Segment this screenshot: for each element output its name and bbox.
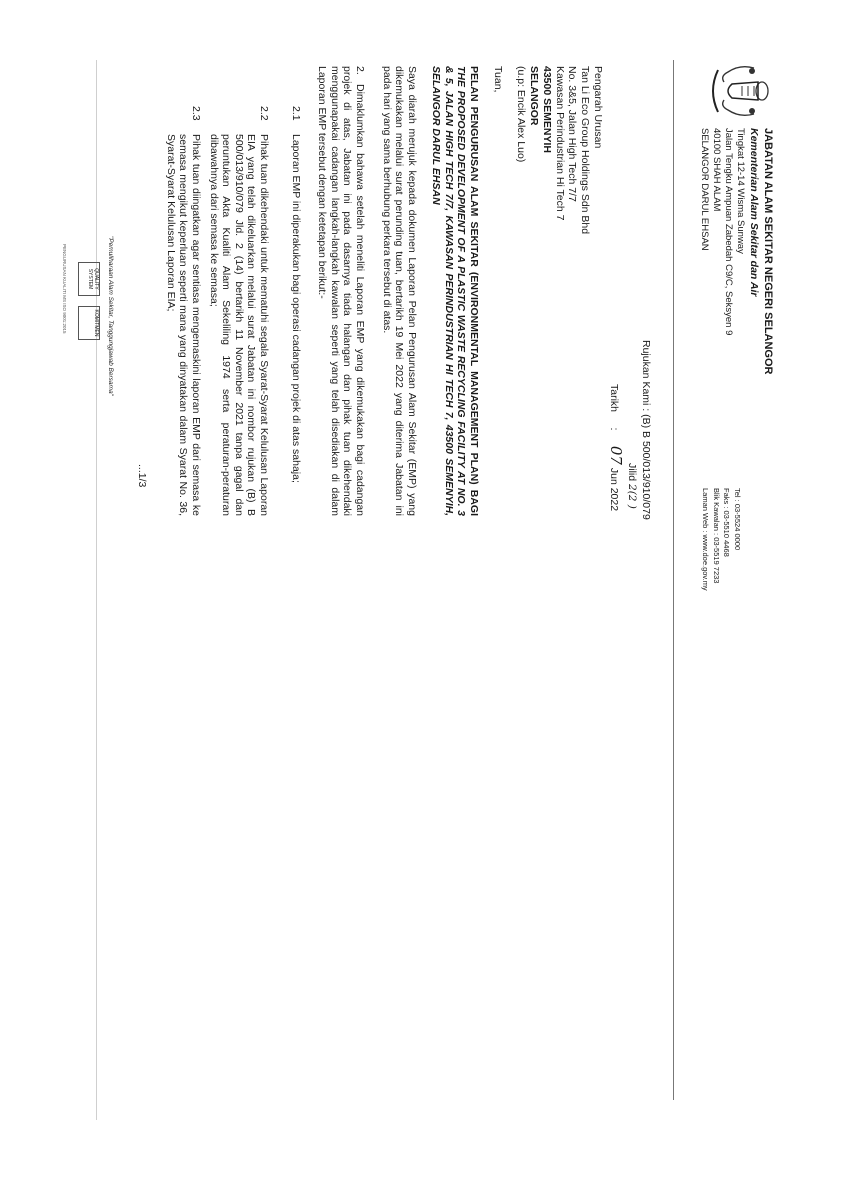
agency-address bbox=[698, 128, 746, 335]
reference-line bbox=[640, 340, 653, 520]
address-line: SELANGOR DARUL EHSAN bbox=[699, 128, 710, 251]
paragraph-2: Dimaklumkan bahawa setelah meneliti Laporan EMP yang dikemukakan bagi cadangan projek di atas, Jabatan ini pada dasarnya tiada halangan dan pihak tuan dikehendaki menggunapakai cadangan langkah-langkah kawalan seperti yang telah disediakan di dalam Laporan EMP tersebut dengan ketetapan berikut:- bbox=[316, 66, 366, 516]
contact-line: Laman Web : www.doe.gov.my bbox=[701, 488, 711, 591]
item-2-3-number: 2.3 bbox=[190, 106, 202, 121]
certification-badges bbox=[74, 262, 100, 360]
recipient-postcode: 43500 SEMENYIH bbox=[540, 66, 553, 153]
contact-line: Faks : 03-5510 4468 bbox=[722, 488, 732, 557]
item-2-2-number: 2.2 bbox=[258, 106, 270, 121]
recipient-state: SELANGOR bbox=[528, 66, 541, 126]
date-line bbox=[608, 384, 623, 511]
agency-name: JABATAN ALAM SEKITAR NEGERI SELANGOR bbox=[762, 128, 774, 375]
address-line: Tingkat 12-14 Wisma Sunway bbox=[735, 128, 746, 254]
address-line: 40100 SHAH ALAM bbox=[711, 128, 722, 212]
reference-value: (B) B 500/013/910/079 bbox=[640, 414, 652, 520]
address-line: Jalan Tengku Ampuan Zabedah C9/C, Seksyen 9 bbox=[723, 128, 734, 336]
recipient-line: No. 3&5, Jalan High Tech 7/7 bbox=[566, 66, 579, 202]
salutation: Tuan, bbox=[492, 66, 504, 93]
certification-text: PENGURUSAN KUALITI MS ISO 9001:2015 bbox=[62, 244, 67, 334]
recipient-address bbox=[514, 66, 604, 234]
item-2-3: Pihak tuan diingatkan agar sentiasa mengemaskini laporan EMP dari semasa ke semasa mengikut keperluan seperti mana yang dinyatakan dalam Syarat No. 36, Syarat-Syarat Kelulusan Laporan EIA; bbox=[164, 134, 202, 516]
item-2-1: Laporan EMP ini diperakukan bagi operasi cadangan projek di atas sahaja; bbox=[290, 134, 302, 483]
date-month-year: Jun 2022 bbox=[608, 467, 620, 512]
date-label: Tarikh bbox=[608, 384, 620, 413]
reference-label: Rujukan Kami : bbox=[640, 340, 652, 412]
paragraph-1: Saya diarah merujuk kepada dokumen Laporan Pelan Pengurusan Alam Sekitar (EMP) yang dikemukakan melalui surat perunding tuan, bertarikh 19 Mei 2022 yang diterima Jabatan ini pada hari yang sama berhubung perkara tersebut di atas. bbox=[380, 66, 418, 516]
item-2-1-number: 2.1 bbox=[290, 106, 302, 121]
header-divider bbox=[673, 60, 674, 1100]
subject-heading bbox=[430, 66, 480, 516]
recipient-line: Tan Li Eco Group Holdings Sdn Bhd bbox=[579, 66, 592, 235]
date-separator: : bbox=[608, 427, 620, 431]
agency-contact bbox=[700, 488, 742, 591]
page-number: ...1/3 bbox=[136, 464, 148, 488]
footer-slogan: "Pemuliharaan Alam Sekitar, Tanggungjawab Bersama" bbox=[107, 236, 114, 396]
subject-title: THE PROPOSED DEVELOPMENT OF A PLASTIC WASTE RECYCLING FACILITY AT NO. 3 & 5, JALAN HIGH TECH 7/7, KAWASAN PERINDUSTRIAN HI TECH 7, 43500 SEMENYIH, SELANGOR DARUL EHSAN bbox=[430, 66, 468, 516]
recipient-line: Kawasan Perindustrian Hi Tech 7 bbox=[553, 66, 566, 221]
contact-line: Blik Kawalan : 03-5519 7233 bbox=[712, 488, 721, 584]
recipient-attention: (u.p: Encik Alex Luo) bbox=[515, 66, 528, 163]
coat-of-arms-icon bbox=[706, 62, 772, 120]
item-2-2: Pihak tuan dikehendaki untuk mematuhi segala Syarat-Syarat Kelulusan Laporan EIA yang telah dikeluarkan melalui surat Jabatan ini nombor rujukan (B) B 500/013/910/079 Jld. 2 (14) bertarikh 11 November 2021 tanpa gagal dan peruntukan Akta Kualiti Alam Sekeliling 1974 serta peraturan-peraturan dibawahnya dari semasa ke semasa; bbox=[207, 134, 270, 516]
contact-line: Tel : 03-5524 0000 bbox=[733, 488, 742, 551]
komitmen-badge: KOMITMEN bbox=[78, 306, 100, 340]
subject-prefix: PELAN PENGURUSAN ALAM SEKITAR (ENVIRONMENTAL MANAGEMENT PLAN) BAGI bbox=[468, 66, 480, 516]
quality-badge: QUALITY SYSTEM bbox=[78, 262, 100, 296]
jilid-line bbox=[626, 463, 639, 509]
recipient-line: Pengarah Urusan bbox=[592, 66, 604, 149]
date-day: 07 bbox=[607, 445, 625, 465]
ministry-name: Kementerian Alam Sekitar dan Air bbox=[748, 128, 760, 297]
jilid-value: 2(2 ) bbox=[626, 484, 638, 509]
paragraph-2-number: 2. bbox=[354, 66, 366, 75]
jilid-label: Jilid bbox=[626, 463, 638, 482]
